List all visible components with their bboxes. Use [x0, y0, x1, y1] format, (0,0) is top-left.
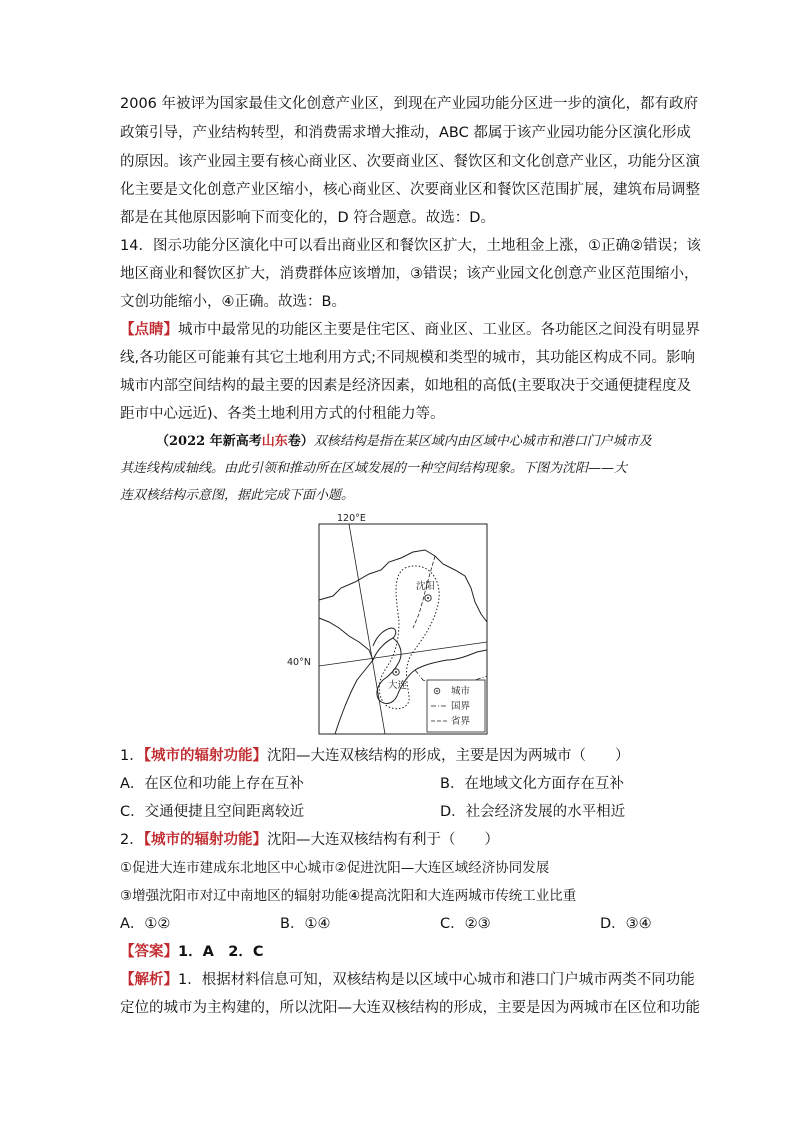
q2-statements: ①促进大连市建成东北地区中心城市②促进沈阳—大连区域经济协同发展 — [120, 860, 550, 876]
answer-tag: 【答案】 — [120, 944, 178, 960]
city-label-dalian: 大连 — [388, 680, 408, 691]
paragraph-line: 地区商业和餐饮区扩大，消费群体应该增加，③错误；该产业园文化创意产业区范围缩小， — [120, 266, 699, 282]
analysis-tag: 【解析】 — [120, 972, 178, 988]
shenyang-dalian-map — [285, 510, 495, 738]
question-2 — [120, 830, 499, 850]
intro-text: 双核结构是指在某区域内由区域中心城市和港口门户城市及 — [313, 434, 652, 449]
q1-option-c: C．交通便捷且空间距离较近 — [120, 804, 305, 820]
source-province: 山东 — [261, 434, 288, 449]
paragraph-line: 政策引导，产业结构转型，和消费需求增大推动，ABC 都属于该产业园功能分区演化形成 — [120, 125, 691, 141]
paragraph-line: 都是在其他原因影响下而变化的，D 符合题意。故选：D。 — [120, 210, 495, 226]
q2-option-c: C．②③ — [440, 916, 491, 932]
analysis-line — [120, 970, 695, 990]
source-prefix: （2022 年新高考 — [156, 434, 262, 449]
dianjing-line — [120, 320, 700, 340]
latitude-label: 40°N — [287, 657, 311, 668]
question-tag: 【城市的辐射功能】 — [143, 832, 267, 848]
q2-option-a: A．①② — [120, 916, 171, 932]
dianjing-line: 距市中心远近)、各类土地利用方式的付租能力等。 — [120, 406, 445, 422]
paragraph-line: 2006 年被评为国家最佳文化创意产业区，到现在产业园功能分区进一步的演化，都有政府 — [120, 96, 699, 112]
analysis-line: 定位的城市为主构建的，所以沈阳—大连双核结构的形成，主要是因为两城市在区位和功能 — [120, 1000, 700, 1016]
dianjing-tag: 【点睛】 — [120, 322, 178, 338]
question-text: 沈阳—大连双核结构的形成，主要是因为两城市（ ） — [266, 748, 630, 764]
intro-line — [156, 432, 652, 452]
paragraph-line: 化主要是文化创意产业区缩小，核心商业区、次要商业区和餐饮区范围扩展，建筑布局调整 — [120, 182, 700, 198]
intro-line: 连双核结构示意图，据此完成下面小题。 — [120, 488, 355, 503]
analysis-text: 1．根据材料信息可知，双核结构是以区域中心城市和港口门户城市两类不同功能 — [178, 972, 695, 988]
longitude-label: 120°E — [337, 513, 366, 524]
question-text: 沈阳—大连双核结构有利于（ ） — [266, 832, 499, 848]
q1-option-d: D．社会经济发展的水平相近 — [440, 804, 626, 820]
question-1 — [120, 746, 629, 766]
dianjing-line: 线,各功能区可能兼有其它土地利用方式;不同规模和类型的城市，其功能区构成不同。影响 — [120, 350, 695, 366]
q1-option-a: A．在区位和功能上存在互补 — [120, 776, 304, 792]
q2-option-d: D．③④ — [600, 916, 652, 932]
q1-option-b: B．在地域文化方面存在互补 — [440, 776, 624, 792]
legend-provincial-label: 省界 — [451, 716, 471, 727]
answer-line — [120, 942, 264, 962]
paragraph-line: 的原因。该产业园主要有核心商业区、次要商业区、餐饮区和文化创意产业区，功能分区演 — [120, 154, 700, 170]
dianjing-text: 城市中最常见的功能区主要是住宅区、商业区、工业区。各功能区之间没有明显界 — [178, 322, 700, 338]
legend-national-label: 国界 — [451, 701, 471, 712]
q2-statements: ③增强沈阳市对辽中南地区的辐射功能④提高沈阳和大连两城市传统工业比重 — [120, 888, 577, 904]
dianjing-line: 城市内部空间结构的最主要的因素是经济因素，如地租的高低(主要取决于交通便捷程度及 — [120, 378, 692, 394]
city-label-shenyang: 沈阳 — [416, 581, 436, 592]
paragraph-line: 文创功能缩小，④正确。故选：B。 — [120, 294, 346, 310]
source-suffix: 卷） — [287, 434, 314, 449]
question-tag: 【城市的辐射功能】 — [143, 748, 267, 764]
paragraph-line: 14．图示功能分区演化中可以看出商业区和餐饮区扩大，土地租金上涨，①正确②错误；该 — [120, 238, 701, 254]
q2-option-b: B．①④ — [280, 916, 331, 932]
answer-text: 1．A 2．C — [178, 944, 264, 960]
question-number: 2． — [120, 832, 144, 848]
intro-line: 其连线构成轴线。由此引领和推动所在区域发展的一种空间结构现象。下图为沈阳——大 — [120, 461, 628, 476]
question-number: 1． — [120, 748, 144, 764]
legend-city-label: 城市 — [451, 686, 471, 697]
